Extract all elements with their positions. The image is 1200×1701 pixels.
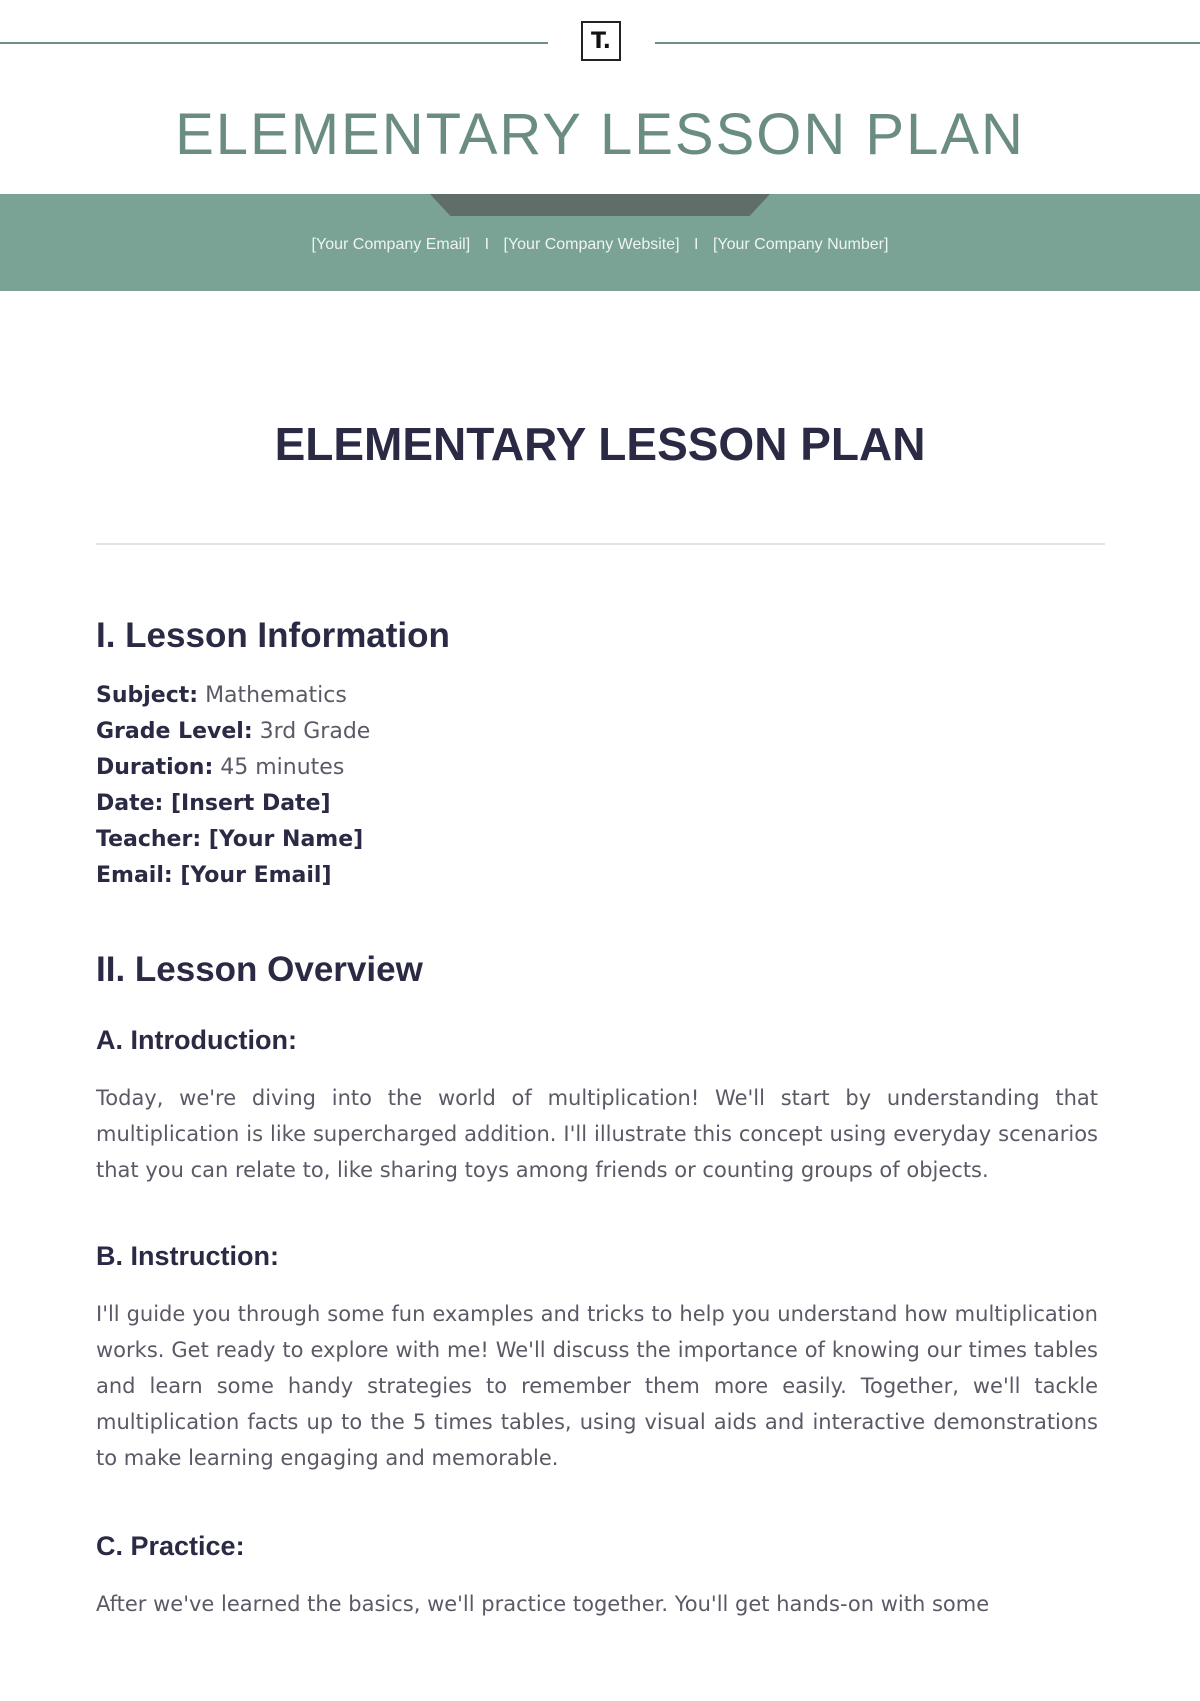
practice-text: After we've learned the basics, we'll practice together. You'll get hands-on with some xyxy=(96,1592,990,1616)
info-duration-label: Duration: xyxy=(96,755,214,780)
info-teacher: Teacher: [Your Name] xyxy=(96,827,364,852)
contact-separator: I xyxy=(694,236,699,253)
info-email: Email: [Your Email] xyxy=(96,863,332,888)
info-subject-label: Subject: xyxy=(96,683,199,708)
header-title: ELEMENTARY LESSON PLAN xyxy=(175,102,1025,167)
section-lesson-overview-heading: II. Lesson Overview xyxy=(96,950,423,989)
document-body xyxy=(96,614,1098,1622)
company-email: [Your Company Email] xyxy=(311,236,471,253)
introduction-text: Today, we're diving into the world of multiplication! We'll start by understanding that multiplication is like supercharged addition. I'll illustrate this concept using everyday scenarios that you can relate to, like sharing toys among friends or counting groups of objects. xyxy=(96,1086,1098,1182)
instruction-heading: B. Instruction: xyxy=(96,1241,279,1271)
header-rule-left xyxy=(0,42,548,44)
info-duration xyxy=(96,750,1098,786)
practice-heading: C. Practice: xyxy=(96,1531,245,1561)
introduction-heading: A. Introduction: xyxy=(96,1025,297,1055)
band-tab-decoration xyxy=(430,194,770,216)
logo-text: T. xyxy=(590,28,612,54)
info-subject xyxy=(96,678,1098,714)
info-subject-value: Mathematics xyxy=(205,683,347,708)
header-rule-right xyxy=(655,42,1200,44)
title-divider xyxy=(96,543,1105,545)
company-website: [Your Company Website] xyxy=(503,236,680,253)
instruction-text: I'll guide you through some fun examples and tricks to help you understand how multiplication works. Get ready to explore with me! We'll discuss the importance of knowing our times tables and learn some handy strategies to remember them more easily. Together, we'll tackle multiplication facts up to the 5 times tables, using visual aids and interactive demonstrations to make learning engaging and memorable. xyxy=(96,1302,1098,1470)
info-grade-value: 3rd Grade xyxy=(259,719,371,744)
info-date: Date: [Insert Date] xyxy=(96,791,331,816)
contact-line xyxy=(0,236,1200,254)
info-duration-value: 45 minutes xyxy=(220,755,345,780)
document-title: ELEMENTARY LESSON PLAN xyxy=(274,418,926,470)
company-number: [Your Company Number] xyxy=(712,236,889,253)
info-grade-label: Grade Level: xyxy=(96,719,253,744)
info-grade-level xyxy=(96,714,1098,750)
contact-separator: I xyxy=(484,236,490,253)
company-logo xyxy=(581,21,621,61)
section-lesson-information-heading: I. Lesson Information xyxy=(96,616,450,655)
